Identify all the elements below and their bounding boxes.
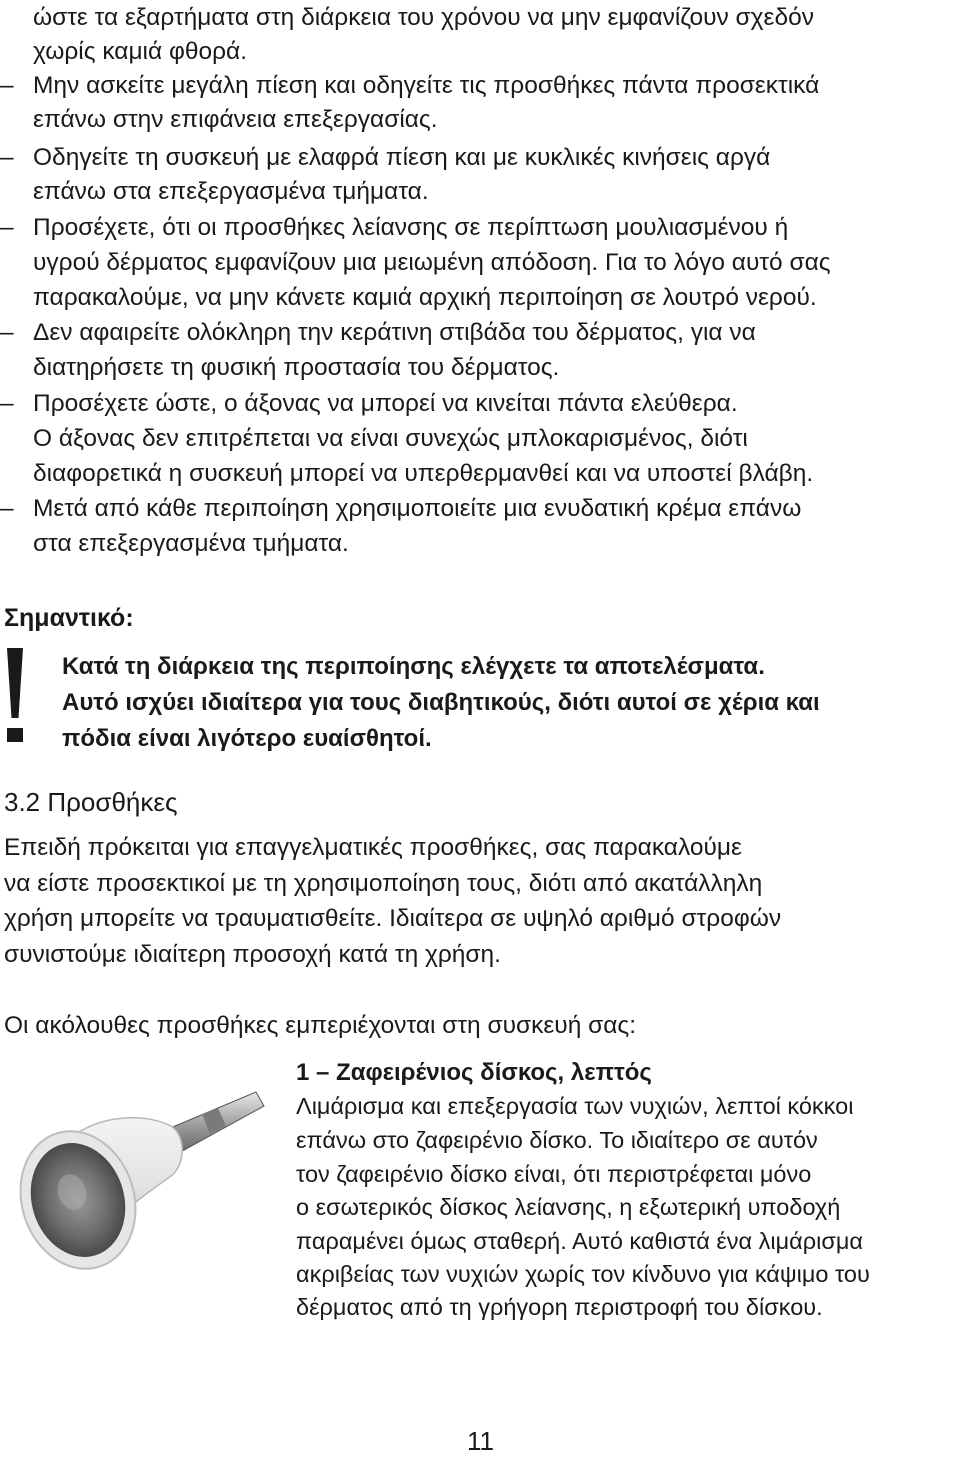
text-line: Οδηγείτε τη συσκευή με ελαφρά πίεση και με κυκλικές κινήσεις αργά: [33, 144, 771, 171]
text-line: επάνω στην επιφάνεια επεξεργασίας.: [33, 106, 438, 133]
text-line: παρακαλούμε, να μην κάνετε καμιά αρχική περιποίηση σε λουτρό νερού.: [33, 284, 817, 311]
text-line: διατηρήσετε τη φυσική προστασία του δέρματος.: [33, 354, 560, 381]
intro-line: Επειδή πρόκειται για επαγγελματικές προσθήκες, σας παρακαλούμε: [4, 834, 742, 861]
text-line: επάνω στα επεξεργασμένα τμήματα.: [33, 178, 429, 205]
page-number: 11: [467, 1426, 494, 1456]
bullet-dash: –: [0, 390, 14, 417]
accessory-line: ακριβείας των νυχιών χωρίς τον κίνδυνο για κάψιμο του: [296, 1261, 870, 1287]
bullet-dash: –: [0, 72, 14, 99]
important-heading: Σημαντικό:: [4, 604, 134, 632]
intro-line: χρήση μπορείτε να τραυματισθείτε. Ιδιαίτερα σε υψηλό αριθμό στροφών: [4, 905, 782, 932]
bullet-dash: –: [0, 319, 14, 346]
text-line: Μην ασκείτε μεγάλη πίεση και οδηγείτε τις προσθήκες πάντα προσεκτικά: [33, 72, 820, 99]
section-title: 3.2 Προσθήκες: [4, 787, 178, 817]
bullet-dash: –: [0, 495, 14, 522]
warning-line: Κατά τη διάρκεια της περιποίησης ελέγχετε τα αποτελέσματα.: [62, 653, 765, 680]
warning-line: πόδια είναι λιγότερο ευαίσθητοί.: [62, 725, 432, 752]
text-line: Ο άξονας δεν επιτρέπεται να είναι συνεχώς μπλοκαρισμένος, διότι: [33, 425, 748, 452]
exclamation-icon: [4, 648, 26, 748]
sapphire-disc-image: [6, 1064, 270, 1292]
text-line: Προσέχετε, ότι οι προσθήκες λείανσης σε περίπτωση μουλιασμένου ή: [33, 214, 789, 241]
accessory-line: παραμένει όμως σταθερή. Αυτό καθιστά ένα λιμάρισμα: [296, 1228, 863, 1254]
text-line: Δεν αφαιρείτε ολόκληρη την κεράτινη στιβάδα του δέρματος, για να: [33, 319, 756, 346]
intro-line: να είστε προσεκτικοί με τη χρησιμοποίηση τους, διότι από ακατάλληλη: [4, 870, 763, 897]
text-line: Προσέχετε ώστε, ο άξονας να μπορεί να κινείται πάντα ελεύθερα.: [33, 390, 738, 417]
accessory-line: τον ζαφειρένιο δίσκο είναι, ότι περιστρέφεται μόνο: [296, 1161, 812, 1187]
included-text: Οι ακόλουθες προσθήκες εμπεριέχονται στη συσκευή σας:: [4, 1012, 637, 1039]
accessory-line: Λιμάρισμα και επεξεργασία των νυχιών, λεπτοί κόκκοι: [296, 1093, 854, 1119]
intro-line: συνιστούμε ιδιαίτερη προσοχή κατά τη χρήση.: [4, 941, 501, 968]
text-line: υγρού δέρματος εμφανίζουν μια μειωμένη απόδοση. Για το λόγο αυτό σας: [33, 249, 831, 276]
accessory-line: δέρματος από τη γρήγορη περιστροφή του δίσκου.: [296, 1294, 823, 1320]
accessory-line: επάνω στο ζαφειρένιο δίσκο. Το ιδιαίτερο σε αυτόν: [296, 1127, 818, 1153]
text-line: διαφορετικά η συσκευή μπορεί να υπερθερμανθεί και να υποστεί βλάβη.: [33, 460, 814, 487]
bullet-dash: –: [0, 144, 14, 171]
text-line: ώστε τα εξαρτήματα στη διάρκεια του χρόνου να μην εμφανίζουν σχεδόν: [33, 4, 814, 31]
accessory-title: 1 – Ζαφειρένιος δίσκος, λεπτός: [296, 1059, 652, 1086]
text-line: στα επεξεργασμένα τμήματα.: [33, 530, 349, 557]
accessory-line: ο εσωτερικός δίσκος λείανσης, η εξωτερική υποδοχή: [296, 1194, 841, 1220]
warning-line: Αυτό ισχύει ιδιαίτερα για τους διαβητικούς, διότι αυτοί σε χέρια και: [62, 689, 820, 716]
bullet-dash: –: [0, 214, 14, 241]
text-line: χωρίς καμιά φθορά.: [33, 38, 248, 65]
text-line: Μετά από κάθε περιποίηση χρησιμοποιείτε μια ενυδατική κρέμα επάνω: [33, 495, 802, 522]
